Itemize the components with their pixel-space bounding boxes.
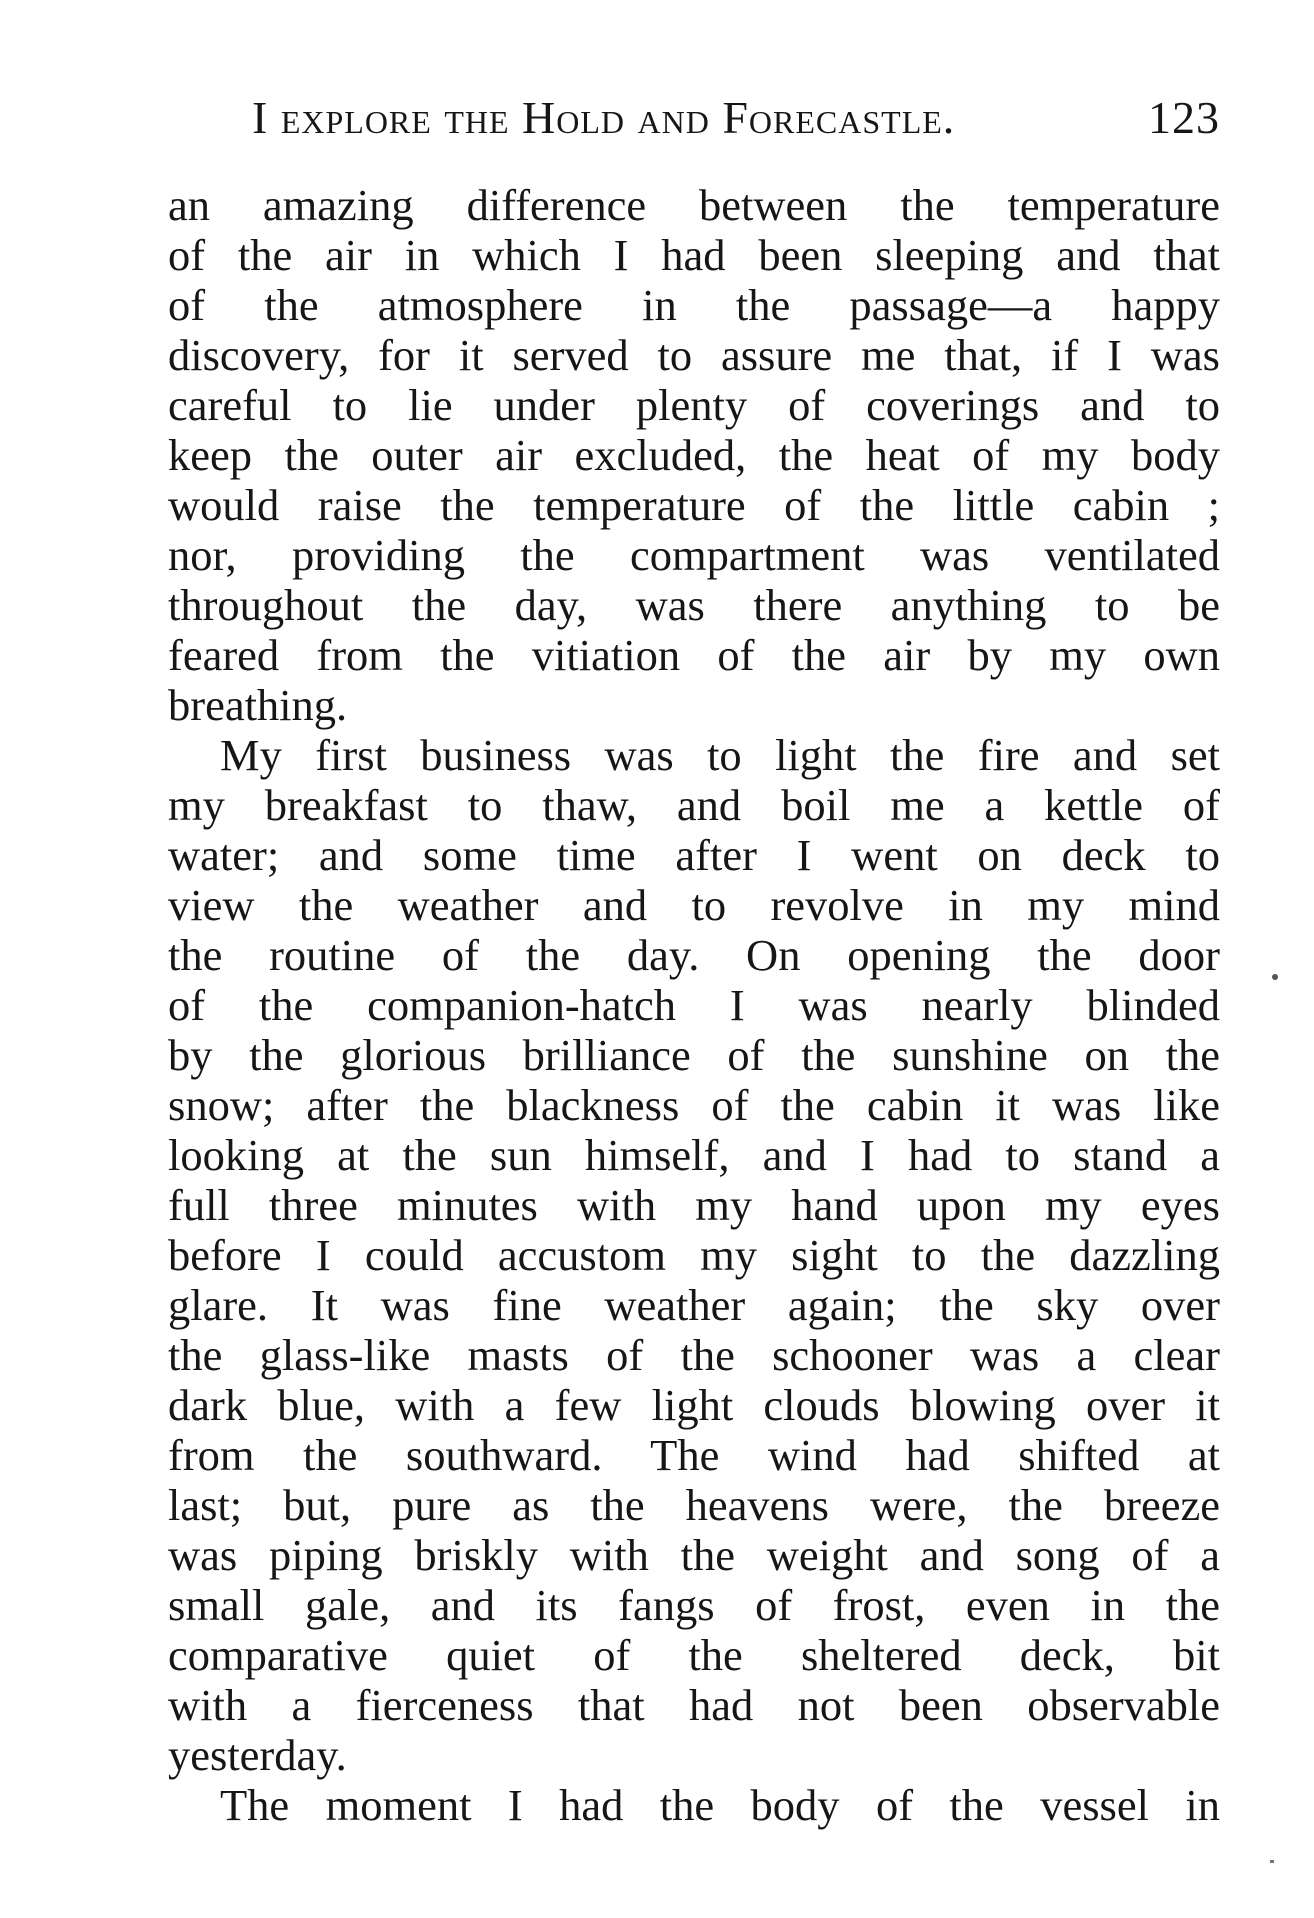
text-line: water; and some time after I went on deck to bbox=[168, 830, 1220, 880]
text-line: small gale, and its fangs of frost, even in the bbox=[168, 1580, 1220, 1630]
text-line: the glass-like masts of the schooner was a clear bbox=[168, 1330, 1220, 1380]
text-line: breathing. bbox=[168, 680, 348, 730]
paragraph bbox=[168, 1780, 1220, 1830]
margin-speck bbox=[1272, 974, 1278, 980]
text-line: snow; after the blackness of the cabin it was like bbox=[168, 1080, 1220, 1130]
text-line: throughout the day, was there anything to be bbox=[168, 580, 1220, 630]
text-line: would raise the temperature of the little cabin ; bbox=[168, 480, 1220, 530]
text-line: of the atmosphere in the passage—a happy bbox=[168, 280, 1220, 330]
text-line: was piping briskly with the weight and song of a bbox=[168, 1530, 1220, 1580]
text-line: dark blue, with a few light clouds blowing over it bbox=[168, 1380, 1220, 1430]
text-line: My first business was to light the fire and set bbox=[220, 730, 1220, 780]
margin-speck bbox=[1270, 1860, 1274, 1863]
paragraph bbox=[168, 730, 1220, 1780]
text-line: my breakfast to thaw, and boil me a kettle of bbox=[168, 780, 1220, 830]
text-line: looking at the sun himself, and I had to stand a bbox=[168, 1130, 1220, 1180]
text-line: glare. It was fine weather again; the sky over bbox=[168, 1280, 1220, 1330]
text-line: discovery, for it served to assure me that, if I was bbox=[168, 330, 1220, 380]
running-head bbox=[252, 88, 1220, 148]
text-line: view the weather and to revolve in my mind bbox=[168, 880, 1220, 930]
text-line: comparative quiet of the sheltered deck, bit bbox=[168, 1630, 1220, 1680]
text-line: The moment I had the body of the vessel in bbox=[220, 1780, 1220, 1830]
text-line: last; but, pure as the heavens were, the breeze bbox=[168, 1480, 1220, 1530]
text-line: careful to lie under plenty of coverings and to bbox=[168, 380, 1220, 430]
paragraph bbox=[168, 180, 1220, 730]
page-number: 123 bbox=[1148, 92, 1220, 143]
text-line: the routine of the day. On opening the door bbox=[168, 930, 1220, 980]
text-line: full three minutes with my hand upon my eyes bbox=[168, 1180, 1220, 1230]
text-line: yesterday. bbox=[168, 1730, 347, 1780]
text-line: by the glorious brilliance of the sunshine on the bbox=[168, 1030, 1220, 1080]
text-line: nor, providing the compartment was ventilated bbox=[168, 530, 1220, 580]
body-text bbox=[168, 180, 1220, 1830]
text-line: from the southward. The wind had shifted at bbox=[168, 1430, 1220, 1480]
text-line: an amazing difference between the temperature bbox=[168, 180, 1220, 230]
chapter-title: I explore the Hold and Forecastle. bbox=[252, 92, 956, 143]
text-line: with a fierceness that had not been observable bbox=[168, 1680, 1220, 1730]
text-line: of the air in which I had been sleeping and that bbox=[168, 230, 1220, 280]
text-line: keep the outer air excluded, the heat of my body bbox=[168, 430, 1220, 480]
text-line: feared from the vitiation of the air by my own bbox=[168, 630, 1220, 680]
text-line: of the companion-hatch I was nearly blinded bbox=[168, 980, 1220, 1030]
text-line: before I could accustom my sight to the dazzling bbox=[168, 1230, 1220, 1280]
